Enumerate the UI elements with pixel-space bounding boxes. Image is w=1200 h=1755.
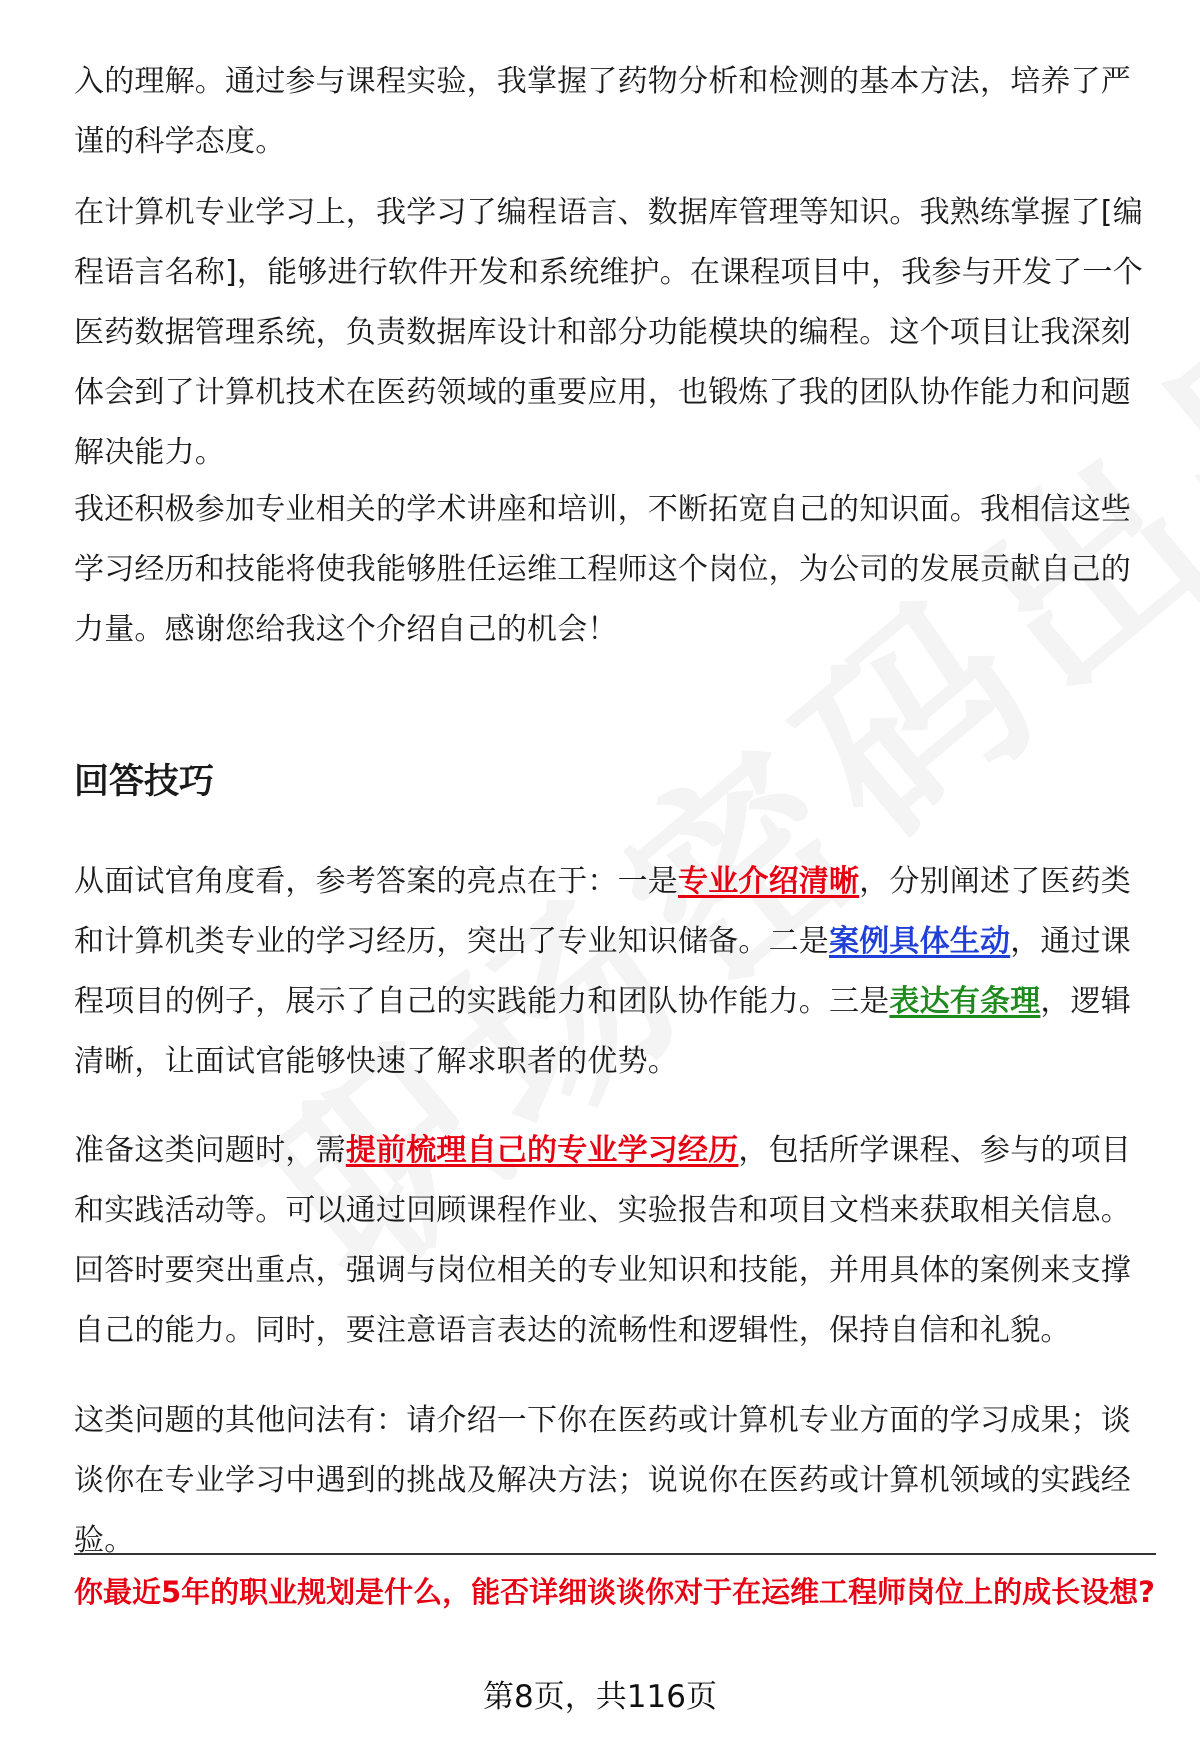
paragraph-1: 入的理解。通过参与课程实验，我掌握了药物分析和检测的基本方法，培养了严谨的科学态度。 (74, 64, 1131, 159)
text-segment: 准备这类问题时，需 (74, 1133, 346, 1168)
divider (74, 1553, 1156, 1555)
paragraph-2: 在计算机专业学习上，我学习了编程语言、数据库管理等知识。我熟练掌握了[编程语言名称]，能够进行软件开发和系统维护。在课程项目中，我参与开发了一个医药数据管理系统，负责数据库设计和部分功能模块的编程。这个项目让我深刻体会到了计算机技术在医药领域的重要应用，也锻炼了我的团队协作能力和问题解决能力。 (74, 195, 1143, 470)
text-segment: ，分别阐述了医药类和计算机类专业的学习经历，突出了专业知识储备。二是 (74, 864, 1132, 959)
paragraph-4 (74, 852, 1156, 1092)
page-number: 第8页，共116页 (483, 1679, 717, 1715)
paragraph-6: 这类问题的其他问法有：请介绍一下你在医药或计算机专业方面的学习成果；谈谈你在专业学习中遇到的挑战及解决方法；说说你在医药或计算机领域的实践经验。 (74, 1403, 1131, 1558)
text-segment: ，包括所学课程、参与的项目和实践活动等。可以通过回顾课程作业、实验报告和项目文档来获取相关信息。回答时要突出重点，强调与岗位相关的专业知识和技能，并用具体的案例来支撑自己的能力。同时，要注意语言表达的流畅性和逻辑性，保持自信和礼貌。 (74, 1133, 1132, 1348)
text-segment: ，通过课程项目的例子，展示了自己的实践能力和团队协作能力。三是 (74, 924, 1132, 1019)
highlight-organized-expression: 表达有条理 (889, 984, 1041, 1019)
next-question: 你最近5年的职业规划是什么，能否详细谈谈你对于在运维工程师岗位上的成长设想? (74, 1575, 1156, 1609)
section-title: 回答技巧 (74, 762, 215, 802)
paragraph-3: 我还积极参加专业相关的学术讲座和培训，不断拓宽自己的知识面。我相信这些学习经历和技能将使我能够胜任运维工程师这个岗位，为公司的发展贡献自己的力量。感谢您给我这个介绍自己的机会！ (74, 492, 1131, 647)
highlight-sort-experience: 提前梳理自己的专业学习经历 (345, 1133, 739, 1168)
text-segment: ，逻辑清晰，让面试官能够快速了解求职者的优势。 (74, 984, 1132, 1079)
highlight-professional-intro: 专业介绍清晰 (678, 864, 860, 899)
highlight-vivid-case: 案例具体生动 (829, 924, 1011, 959)
text-segment: 从面试官角度看，参考答案的亮点在于：一是 (74, 864, 678, 899)
paragraph-5 (74, 1121, 1156, 1361)
